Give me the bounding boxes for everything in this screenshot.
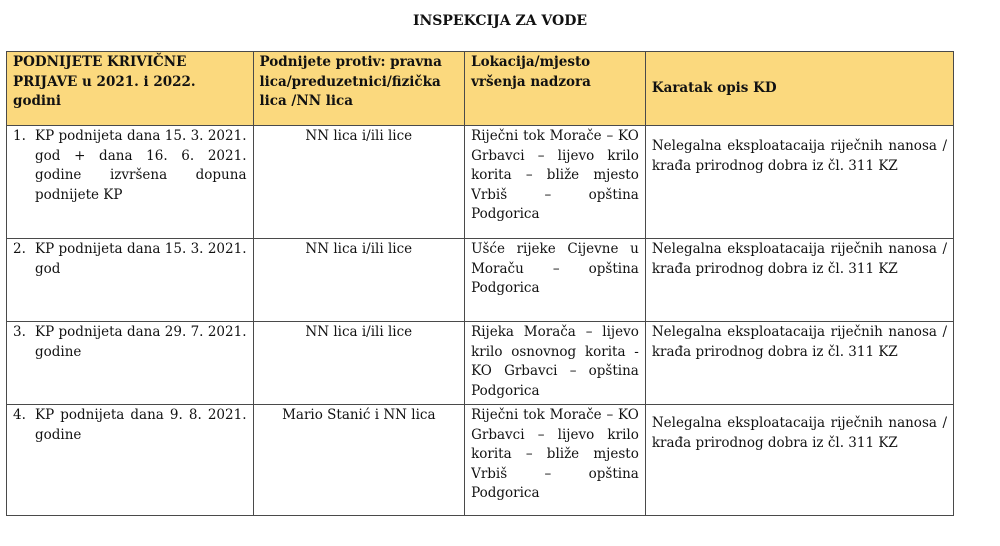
- criminal-reports-table: [6, 51, 954, 516]
- header-description: Karatak opis KD: [645, 52, 953, 126]
- report-cell: [7, 239, 254, 322]
- table-row: [7, 405, 954, 516]
- header-location: Lokacija/mjesto vršenja nadzora: [465, 52, 646, 126]
- description-cell: Nelegalna eksploatacaija riječnih nanosa / krađa prirodnog dobra iz čl. 311 KZ: [645, 405, 953, 516]
- description-cell: Nelegalna eksploatacaija riječnih nanosa / krađa prirodnog dobra iz čl. 311 KZ: [645, 322, 953, 405]
- table-row: [7, 239, 954, 322]
- report-cell: [7, 126, 254, 239]
- report-text: KP podnijeta dana 15. 3. 2021. god + dana 16. 6. 2021. godine izvršena dopuna podnijete KP: [35, 128, 247, 203]
- report-text: KP podnijeta dana 15. 3. 2021. god: [35, 241, 247, 277]
- against-cell: NN lica i/ili lice: [253, 322, 465, 405]
- document-title: INSPEKCIJA ZA VODE: [412, 13, 588, 29]
- location-cell: Ušće rijeke Cijevne u Moraču – opština Podgorica: [465, 239, 646, 322]
- table-row: [7, 126, 954, 239]
- report-cell: [7, 322, 254, 405]
- description-cell: Nelegalna eksploatacaija riječnih nanosa / krađa prirodnog dobra iz čl. 311 KZ: [645, 239, 953, 322]
- row-number: 4.: [13, 407, 26, 423]
- header-against: Podnijete protiv: pravna lica/preduzetnici/fizička lica /NN lica: [253, 52, 465, 126]
- report-text: KP podnijeta dana 9. 8. 2021. godine: [35, 407, 247, 443]
- table-row: [7, 322, 954, 405]
- against-cell: NN lica i/ili lice: [253, 239, 465, 322]
- row-number: 2.: [13, 241, 26, 257]
- description-cell: Nelegalna eksploatacaija riječnih nanosa / krađa prirodnog dobra iz čl. 311 KZ: [645, 126, 953, 239]
- row-number: 3.: [13, 324, 26, 340]
- against-cell: Mario Stanić i NN lica: [253, 405, 465, 516]
- table-header-row: [7, 52, 954, 126]
- report-cell: [7, 405, 254, 516]
- location-cell: Riječni tok Morače – KO Grbavci – lijevo krilo korita – bliže mjesto Vrbiš – opština Podgorica: [465, 126, 646, 239]
- report-text: KP podnijeta dana 29. 7. 2021. godine: [35, 324, 247, 360]
- location-cell: Riječni tok Morače – KO Grbavci – lijevo krilo korita – bliže mjesto Vrbiš – opština Podgorica: [465, 405, 646, 516]
- header-reports: PODNIJETE KRIVIČNE PRIJAVE u 2021. i 2022. godini: [7, 52, 254, 126]
- location-cell: Rijeka Morača – lijevo krilo osnovnog korita - KO Grbavci – opština Podgorica: [465, 322, 646, 405]
- row-number: 1.: [13, 128, 26, 144]
- against-cell: NN lica i/ili lice: [253, 126, 465, 239]
